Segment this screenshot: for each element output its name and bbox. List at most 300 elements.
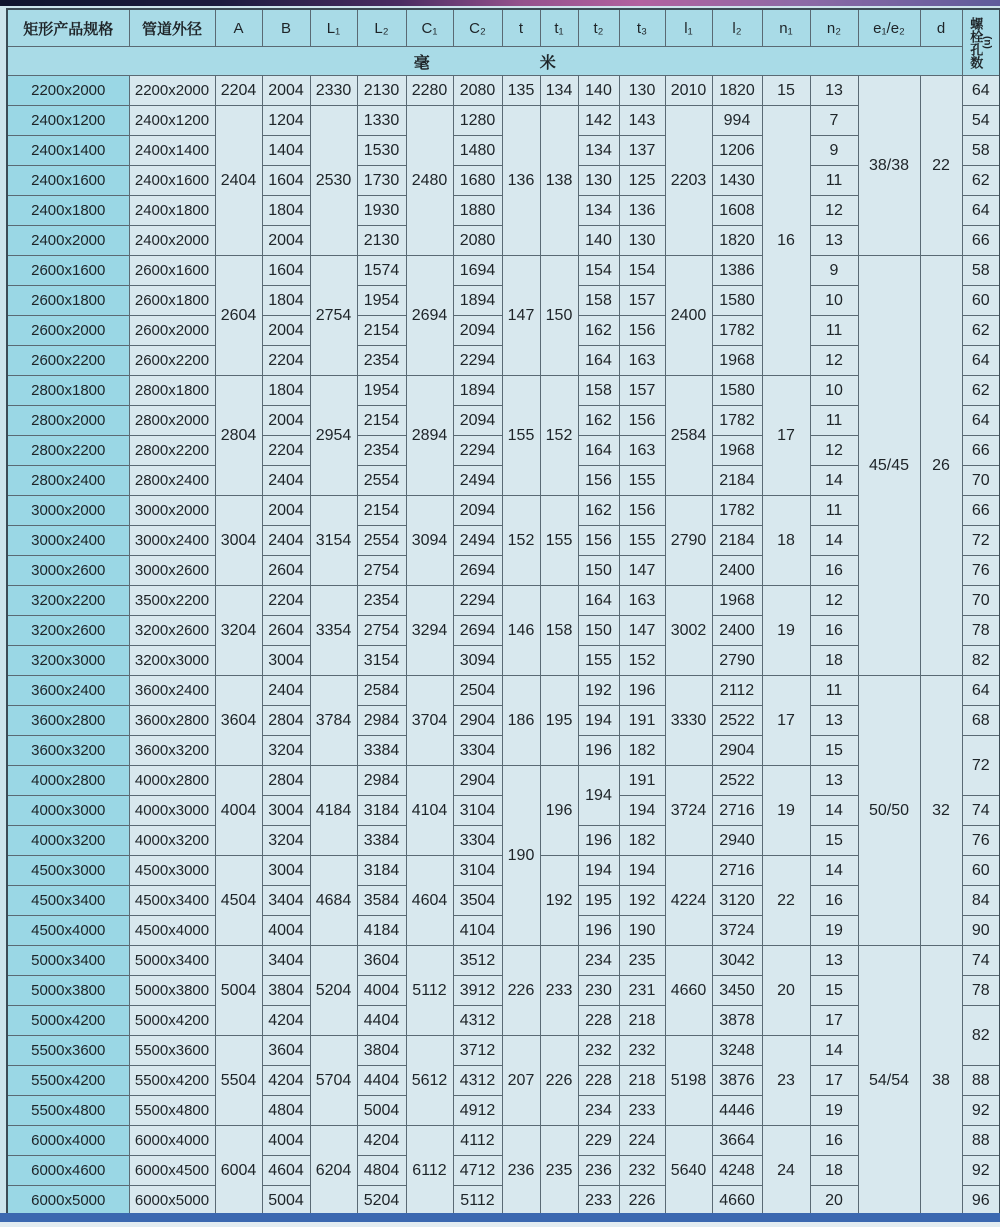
table-cell: 2080	[453, 76, 502, 106]
table-cell: 2400	[665, 256, 712, 376]
table-cell: 64	[962, 76, 1000, 106]
table-cell: 2094	[453, 496, 502, 526]
table-cell: 152	[502, 496, 540, 586]
table-cell: 2584	[357, 676, 406, 706]
table-cell: 163	[619, 586, 665, 616]
unit-label: 毫米	[413, 54, 666, 72]
table-cell: 64	[962, 346, 1000, 376]
table-cell: 1604	[262, 166, 310, 196]
table-cell: 22	[920, 76, 962, 256]
table-cell: 2604	[262, 616, 310, 646]
table-cell: 3104	[453, 856, 502, 886]
table-cell: 3200x2600	[7, 616, 129, 646]
table-cell: 9	[810, 256, 858, 286]
table-cell: 4204	[357, 1126, 406, 1156]
table-cell: 4004	[262, 916, 310, 946]
table-cell: 155	[502, 376, 540, 496]
table-cell: 1782	[712, 496, 762, 526]
table-cell: 194	[578, 706, 619, 736]
table-cell: 235	[540, 1126, 578, 1217]
table-row	[7, 376, 1000, 406]
header-cell: t	[502, 9, 540, 47]
table-cell: 3200x3000	[7, 646, 129, 676]
table-cell: 3604	[215, 676, 262, 766]
table-cell: 11	[810, 496, 858, 526]
table-cell: 1280	[453, 106, 502, 136]
table-cell: 88	[962, 1126, 1000, 1156]
table-cell: 2940	[712, 826, 762, 856]
table-cell: 164	[578, 346, 619, 376]
table-cell: 4404	[357, 1006, 406, 1036]
table-cell: 1894	[453, 286, 502, 316]
table-cell: 3204	[215, 586, 262, 676]
table-cell: 130	[619, 226, 665, 256]
table-cell: 60	[962, 286, 1000, 316]
table-cell: 4004	[357, 976, 406, 1006]
table-cell: 207	[502, 1036, 540, 1126]
table-cell: 3876	[712, 1066, 762, 1096]
table-cell: 19	[762, 766, 810, 856]
table-cell: 2904	[453, 766, 502, 796]
table-cell: 158	[578, 376, 619, 406]
table-cell: 2400x1200	[129, 106, 215, 136]
table-cell: 4004	[262, 1126, 310, 1156]
table-cell: 58	[962, 256, 1000, 286]
table-cell: 228	[578, 1006, 619, 1036]
table-cell: 14	[810, 796, 858, 826]
table-cell: 5500x4800	[7, 1096, 129, 1126]
table-cell: 18	[762, 496, 810, 586]
table-cell: 19	[810, 1096, 858, 1126]
table-cell: 5500x4200	[7, 1066, 129, 1096]
table-cell: 2716	[712, 796, 762, 826]
table-cell: 2494	[453, 526, 502, 556]
table-cell: 12	[810, 196, 858, 226]
table-cell: 1386	[712, 256, 762, 286]
table-cell: 156	[619, 406, 665, 436]
table-cell: 2400x1600	[7, 166, 129, 196]
table-cell: 16	[810, 886, 858, 916]
table-cell: 1480	[453, 136, 502, 166]
table-cell: 3104	[453, 796, 502, 826]
table-cell: 3294	[406, 586, 453, 676]
table-cell: 155	[578, 646, 619, 676]
table-cell: 5504	[215, 1036, 262, 1126]
table-cell: 24	[762, 1126, 810, 1217]
table-cell: 5640	[665, 1126, 712, 1217]
table-cell: 2400x2000	[7, 226, 129, 256]
top-color-strip	[0, 0, 1000, 6]
table-cell: 13	[810, 766, 858, 796]
table-cell: 182	[619, 826, 665, 856]
table-cell: 2800x2200	[7, 436, 129, 466]
table-cell: 16	[810, 616, 858, 646]
table-cell: 2716	[712, 856, 762, 886]
table-cell: 4504	[215, 856, 262, 946]
table-cell: 156	[619, 496, 665, 526]
table-cell: 92	[962, 1156, 1000, 1186]
table-cell: 130	[619, 76, 665, 106]
table-cell: 2294	[453, 436, 502, 466]
table-row	[7, 766, 1000, 796]
table-cell: 2404	[262, 526, 310, 556]
table-cell: 64	[962, 406, 1000, 436]
table-cell: 5500x4200	[129, 1066, 215, 1096]
table-cell: 5204	[310, 946, 357, 1036]
table-cell: 3330	[665, 676, 712, 766]
table-cell: 150	[578, 556, 619, 586]
table-cell: 3200x2200	[7, 586, 129, 616]
table-cell: 4500x3000	[7, 856, 129, 886]
table-cell: 232	[578, 1036, 619, 1066]
table-cell: 4000x3000	[7, 796, 129, 826]
table-cell: 3504	[453, 886, 502, 916]
table-cell: 233	[540, 946, 578, 1036]
table-cell: 2600x2000	[7, 316, 129, 346]
table-cell: 2400x1200	[7, 106, 129, 136]
table-cell: 2400	[712, 616, 762, 646]
table-cell: 3248	[712, 1036, 762, 1066]
table-cell: 2154	[357, 496, 406, 526]
table-row	[7, 946, 1000, 976]
table-cell: 2112	[712, 676, 762, 706]
table-cell: 4604	[406, 856, 453, 946]
table-cell: 3450	[712, 976, 762, 1006]
table-cell: 4500x4000	[7, 916, 129, 946]
table-cell: 2804	[215, 376, 262, 496]
table-cell: 15	[810, 826, 858, 856]
table-cell: 146	[502, 586, 540, 676]
table-cell: 2354	[357, 346, 406, 376]
table-cell: 17	[762, 676, 810, 766]
table-cell: 147	[619, 556, 665, 586]
table-cell: 147	[619, 616, 665, 646]
table-cell: 2522	[712, 766, 762, 796]
table-cell: 232	[619, 1036, 665, 1066]
table-cell: 1580	[712, 286, 762, 316]
table-cell: 186	[502, 676, 540, 766]
table-cell: 10	[810, 286, 858, 316]
table-cell: 2800x2400	[7, 466, 129, 496]
table-cell: 158	[540, 586, 578, 676]
table-cell: 13	[810, 946, 858, 976]
table-cell: 233	[619, 1096, 665, 1126]
table-cell: 2400x1400	[7, 136, 129, 166]
table-cell: 70	[962, 586, 1000, 616]
table-cell: 16	[762, 106, 810, 376]
table-cell: 3804	[262, 976, 310, 1006]
table-cell: 4712	[453, 1156, 502, 1186]
table-cell: 72	[962, 736, 1000, 796]
table-cell: 74	[962, 796, 1000, 826]
table-cell: 2954	[310, 376, 357, 496]
table-cell: 137	[619, 136, 665, 166]
table-cell: 192	[540, 856, 578, 946]
spec-table-container	[6, 8, 1000, 1217]
table-cell: 3584	[357, 886, 406, 916]
table-cell: 2004	[262, 406, 310, 436]
table-cell: 1330	[357, 106, 406, 136]
table-cell: 3878	[712, 1006, 762, 1036]
table-cell: 3304	[453, 736, 502, 766]
table-cell: 3000x2000	[129, 496, 215, 526]
table-cell: 152	[619, 646, 665, 676]
table-cell: 2804	[262, 766, 310, 796]
table-cell: 2480	[406, 106, 453, 256]
unit-cell	[7, 47, 962, 76]
table-cell: 164	[578, 436, 619, 466]
table-cell: 11	[810, 166, 858, 196]
table-cell: 3384	[357, 736, 406, 766]
table-cell: 16	[810, 1126, 858, 1156]
table-cell: 226	[502, 946, 540, 1036]
table-cell: 38/38	[858, 76, 920, 256]
table-cell: 17	[762, 376, 810, 496]
table-cell: 7	[810, 106, 858, 136]
table-cell: 5704	[310, 1036, 357, 1126]
table-cell: 2790	[712, 646, 762, 676]
table-cell: 190	[502, 766, 540, 946]
table-cell: 12	[810, 436, 858, 466]
table-cell: 12	[810, 346, 858, 376]
unit-row	[7, 47, 1000, 76]
table-cell: 2800x1800	[7, 376, 129, 406]
table-cell: 3354	[310, 586, 357, 676]
table-cell: 196	[540, 766, 578, 856]
table-cell: 2894	[406, 376, 453, 496]
table-cell: 134	[578, 136, 619, 166]
table-cell: 82	[962, 646, 1000, 676]
table-cell: 162	[578, 496, 619, 526]
table-cell: 191	[619, 766, 665, 796]
table-cell: 154	[619, 256, 665, 286]
table-cell: 5204	[357, 1186, 406, 1217]
table-cell: 2754	[357, 556, 406, 586]
table-cell: 2130	[357, 226, 406, 256]
table-cell: 4804	[262, 1096, 310, 1126]
table-cell: 2800x2000	[129, 406, 215, 436]
table-cell: 3000x2000	[7, 496, 129, 526]
table-cell: 6000x4600	[7, 1156, 129, 1186]
table-cell: 6000x5000	[129, 1186, 215, 1217]
table-cell: 2554	[357, 526, 406, 556]
table-cell: 994	[712, 106, 762, 136]
table-cell: 143	[619, 106, 665, 136]
table-cell: 3600x2800	[7, 706, 129, 736]
table-cell: 130	[578, 166, 619, 196]
table-cell: 96	[962, 1186, 1000, 1217]
table-cell: 5000x3400	[129, 946, 215, 976]
table-cell: 4312	[453, 1006, 502, 1036]
table-cell: 164	[578, 586, 619, 616]
table-cell: 182	[619, 736, 665, 766]
table-cell: 19	[762, 586, 810, 676]
table-cell: 190	[619, 916, 665, 946]
table-cell: 2600x1800	[7, 286, 129, 316]
table-cell: 3204	[262, 736, 310, 766]
table-cell: 54/54	[858, 946, 920, 1217]
table-cell: 136	[619, 196, 665, 226]
table-cell: 5000x3800	[129, 976, 215, 1006]
table-cell: 2404	[262, 466, 310, 496]
table-row	[7, 1126, 1000, 1156]
table-cell: 1968	[712, 436, 762, 466]
table-cell: 5112	[453, 1186, 502, 1217]
table-cell: 235	[619, 946, 665, 976]
table-cell: 3000x2600	[129, 556, 215, 586]
table-cell: 10	[810, 376, 858, 406]
table-cell: 2004	[262, 226, 310, 256]
table-cell: 1430	[712, 166, 762, 196]
table-cell: 4500x3000	[129, 856, 215, 886]
table-cell: 3000x2400	[129, 526, 215, 556]
table-cell: 6000x4500	[129, 1156, 215, 1186]
table-cell: 4500x3400	[7, 886, 129, 916]
table-cell: 3500x2200	[129, 586, 215, 616]
table-cell: 2400x2000	[129, 226, 215, 256]
table-cell: 142	[578, 106, 619, 136]
table-cell: 2400x1400	[129, 136, 215, 166]
table-cell: 2010	[665, 76, 712, 106]
header-cell: t₃	[619, 9, 665, 47]
table-cell: 2522	[712, 706, 762, 736]
table-cell: 157	[619, 286, 665, 316]
table-cell: 62	[962, 376, 1000, 406]
table-cell: 1782	[712, 316, 762, 346]
table-cell: 5500x3600	[129, 1036, 215, 1066]
table-cell: 150	[540, 256, 578, 376]
table-cell: 2200x2000	[7, 76, 129, 106]
table-cell: 4660	[712, 1186, 762, 1217]
table-cell: 4000x3200	[129, 826, 215, 856]
table-cell: 4804	[357, 1156, 406, 1186]
table-cell: 2330	[310, 76, 357, 106]
table-row	[7, 1036, 1000, 1066]
table-cell: 2694	[406, 256, 453, 376]
table-cell: 2080	[453, 226, 502, 256]
header-cell: d	[920, 9, 962, 47]
table-cell: 9	[810, 136, 858, 166]
table-cell: 70	[962, 466, 1000, 496]
table-cell: 1680	[453, 166, 502, 196]
table-row	[7, 676, 1000, 706]
table-cell: 3600x2400	[129, 676, 215, 706]
table-cell: 2600x2000	[129, 316, 215, 346]
table-cell: 2400x1600	[129, 166, 215, 196]
table-cell: 234	[578, 946, 619, 976]
table-cell: 2400x1800	[7, 196, 129, 226]
table-cell: 14	[810, 526, 858, 556]
table-cell: 5004	[262, 1186, 310, 1217]
table-cell: 3804	[357, 1036, 406, 1066]
header-cell: l₁	[665, 9, 712, 47]
table-cell: 2600x1600	[7, 256, 129, 286]
table-cell: 3600x3200	[129, 736, 215, 766]
table-cell: 4112	[453, 1126, 502, 1156]
table-cell: 155	[540, 496, 578, 586]
table-cell: 1730	[357, 166, 406, 196]
table-cell: 2204	[262, 586, 310, 616]
table-cell: 229	[578, 1126, 619, 1156]
table-cell: 3184	[357, 856, 406, 886]
table-cell: 2154	[357, 406, 406, 436]
table-cell: 155	[619, 466, 665, 496]
table-cell: 125	[619, 166, 665, 196]
table-cell: 3784	[310, 676, 357, 766]
table-cell: 136	[502, 106, 540, 256]
table-cell: 84	[962, 886, 1000, 916]
table-cell: 2094	[453, 316, 502, 346]
table-cell: 2203	[665, 106, 712, 256]
table-cell: 2294	[453, 346, 502, 376]
table-cell: 2754	[310, 256, 357, 376]
header-cell: A	[215, 9, 262, 47]
table-cell: 147	[502, 256, 540, 376]
table-cell: 74	[962, 946, 1000, 976]
header-cell: 管道外径	[129, 9, 215, 47]
table-cell: 156	[619, 316, 665, 346]
table-cell: 88	[962, 1066, 1000, 1096]
table-cell: 3004	[262, 796, 310, 826]
table-cell: 62	[962, 166, 1000, 196]
table-cell: 3004	[262, 646, 310, 676]
table-cell: 2554	[357, 466, 406, 496]
table-cell: 2604	[262, 556, 310, 586]
table-cell: 4000x2800	[129, 766, 215, 796]
table-cell: 14	[810, 856, 858, 886]
table-cell: 195	[540, 676, 578, 766]
table-cell: 231	[619, 976, 665, 1006]
spec-table-body	[7, 76, 1000, 1217]
table-cell: 2804	[262, 706, 310, 736]
table-cell: 2694	[453, 616, 502, 646]
table-cell: 13	[810, 706, 858, 736]
table-cell: 2200x2000	[129, 76, 215, 106]
table-cell: 3204	[262, 826, 310, 856]
table-cell: 11	[810, 406, 858, 436]
table-row	[7, 256, 1000, 286]
table-cell: 2790	[665, 496, 712, 586]
table-cell: 5198	[665, 1036, 712, 1126]
table-cell: 2584	[665, 376, 712, 496]
table-cell: 3912	[453, 976, 502, 1006]
table-cell: 3512	[453, 946, 502, 976]
table-cell: 4604	[262, 1156, 310, 1186]
table-cell: 3002	[665, 586, 712, 676]
table-cell: 224	[619, 1126, 665, 1156]
table-cell: 5000x4200	[129, 1006, 215, 1036]
table-cell: 134	[578, 196, 619, 226]
table-cell: 4912	[453, 1096, 502, 1126]
table-cell: 194	[578, 766, 619, 826]
table-cell: 15	[762, 76, 810, 106]
table-cell: 2004	[262, 496, 310, 526]
table-cell: 4446	[712, 1096, 762, 1126]
table-cell: 3184	[357, 796, 406, 826]
table-cell: 135	[502, 76, 540, 106]
table-row	[7, 496, 1000, 526]
table-cell: 13	[810, 76, 858, 106]
table-cell: 3094	[453, 646, 502, 676]
table-cell: 32	[920, 676, 962, 946]
table-cell: 60	[962, 856, 1000, 886]
table-cell: 2800x1800	[129, 376, 215, 406]
table-cell: 14	[810, 466, 858, 496]
table-cell: 1930	[357, 196, 406, 226]
table-cell: 134	[540, 76, 578, 106]
header-cell: L₂	[357, 9, 406, 47]
table-cell: 192	[578, 676, 619, 706]
